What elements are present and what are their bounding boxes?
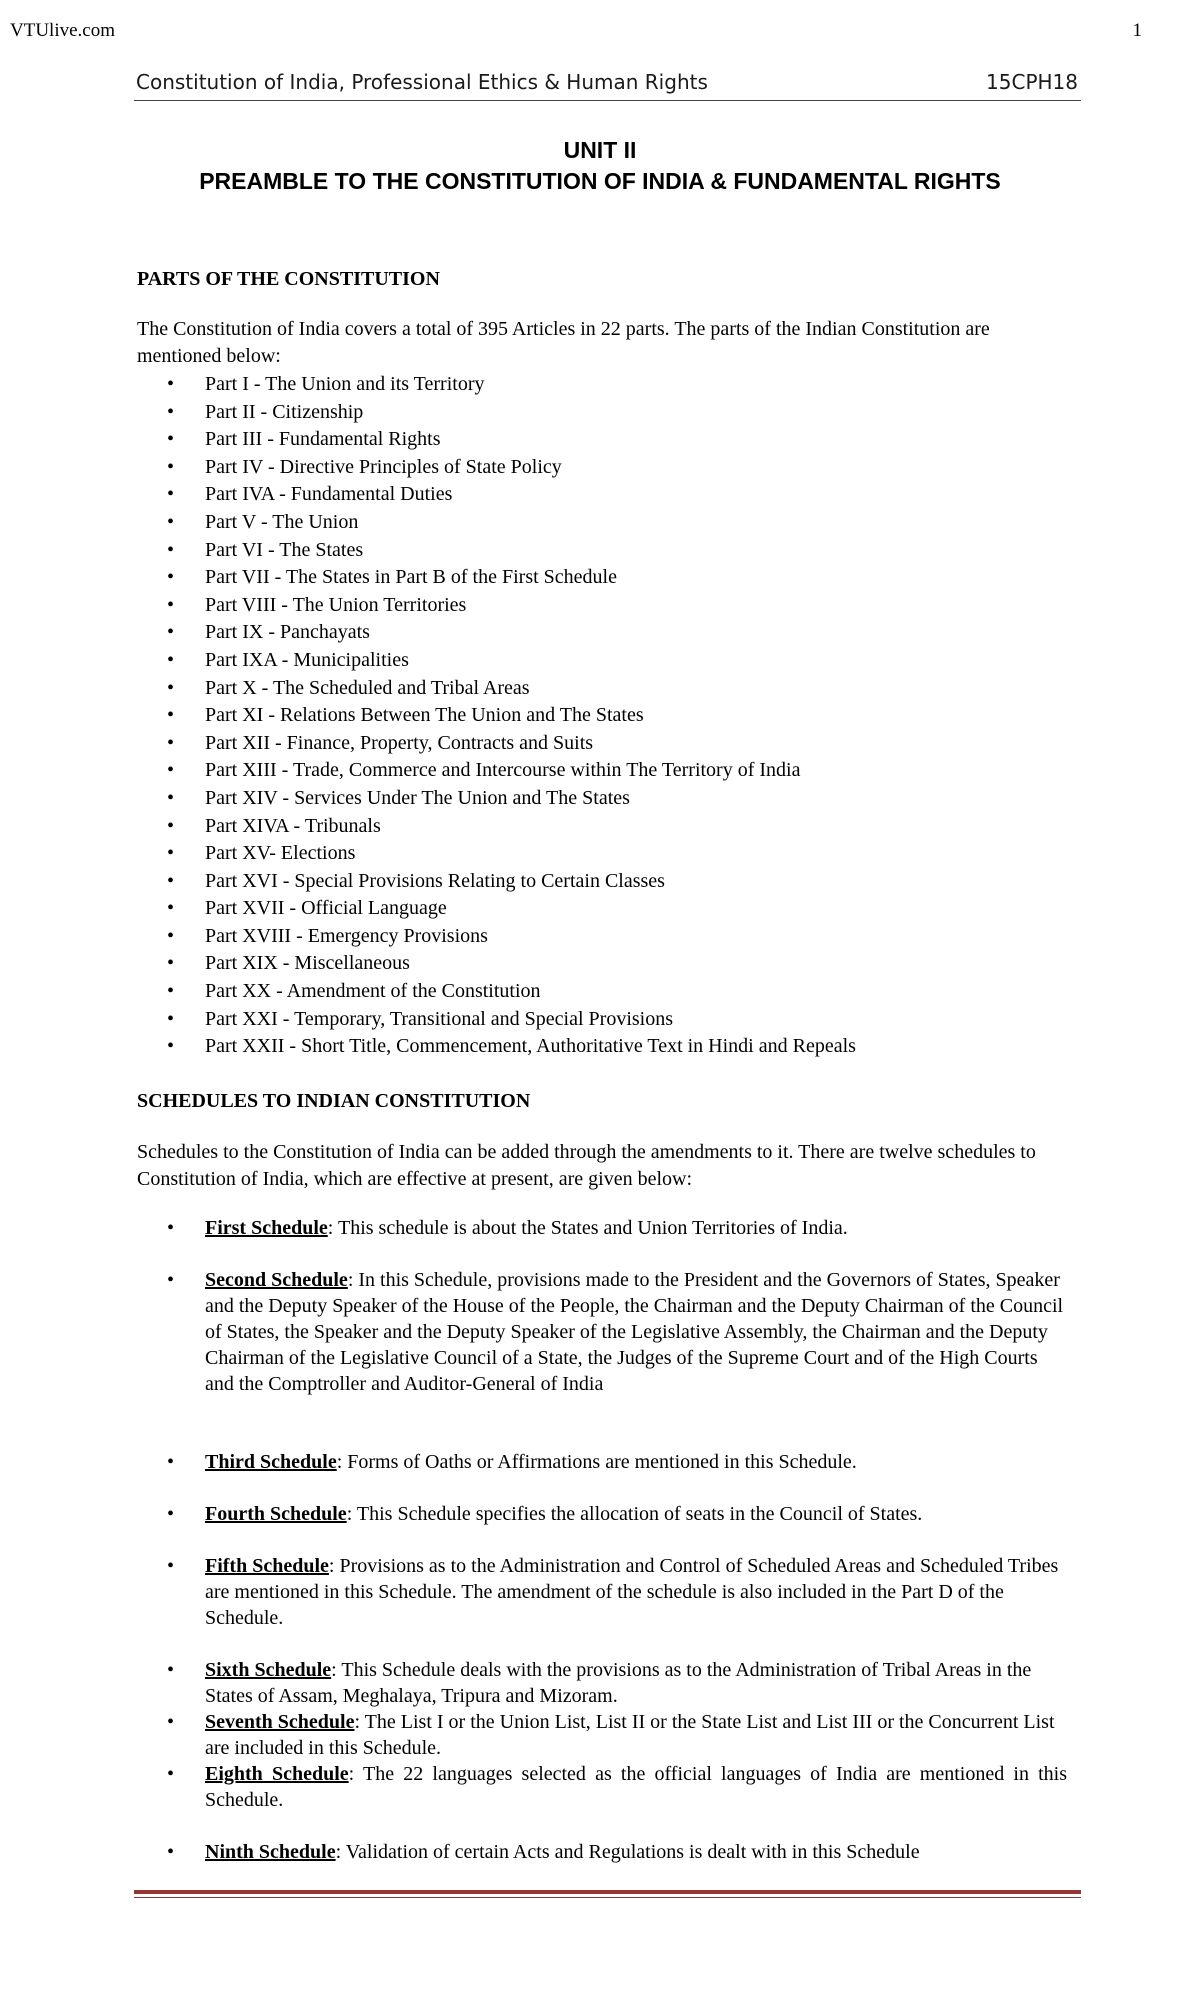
list-item xyxy=(137,868,1087,896)
list-item-text: Part IX - Panchayats xyxy=(205,621,370,644)
list-item-text: Part II - Citizenship xyxy=(205,400,364,423)
list-item-text: Part XVII - Official Language xyxy=(205,897,447,920)
list-item xyxy=(137,1761,1067,1813)
list-item xyxy=(137,454,1087,482)
bullet: • xyxy=(167,1035,175,1058)
list-item xyxy=(137,1006,1087,1034)
bullet: • xyxy=(167,1841,175,1863)
parts-heading: PARTS OF THE CONSTITUTION xyxy=(137,268,440,290)
bullet: • xyxy=(167,1451,175,1473)
bullet: • xyxy=(167,704,175,727)
list-item-text: Part IV - Directive Principles of State Policy xyxy=(205,455,562,478)
list-item-text: Part X - The Scheduled and Tribal Areas xyxy=(205,676,530,699)
list-item-text: Part XVIII - Emergency Provisions xyxy=(205,924,488,947)
bullet: • xyxy=(167,1269,175,1291)
list-item xyxy=(137,840,1087,868)
main-title: PREAMBLE TO THE CONSTITUTION OF INDIA & FUNDAMENTAL RIGHTS xyxy=(199,168,1001,194)
footer-divider-thin xyxy=(134,1897,1081,1898)
bullet: • xyxy=(167,455,175,478)
schedule-text: : In this Schedule, provisions made to the President and the Governors of States, Speaker and the Deputy Speaker of the House of the People, the Chairman and the Deputy Chairman of the Council of States, the Speaker and the Deputy Speaker of the Legislative Assembly, the Chairman and the Deputy Chairman of the Legislative Council of a State, the Judges of the Supreme Court and of the High Courts and the Comptroller and Auditor-General of India xyxy=(205,1269,1064,1395)
list-item-text: Part XVI - Special Provisions Relating to Certain Classes xyxy=(205,869,665,892)
bullet: • xyxy=(167,786,175,809)
bullet: • xyxy=(167,621,175,644)
list-item xyxy=(137,1501,1067,1527)
schedule-name: Seventh Schedule xyxy=(205,1711,355,1733)
list-item-text: Part XV- Elections xyxy=(205,842,356,865)
bullet: • xyxy=(167,1659,175,1681)
list-item xyxy=(137,730,1087,758)
list-item xyxy=(137,564,1087,592)
bullet: • xyxy=(167,952,175,975)
bullet: • xyxy=(167,1711,175,1733)
list-item xyxy=(137,978,1087,1006)
schedules-intro: Schedules to the Constitution of India can be added through the amendments to it. There are twelve schedules to Constitution of India, which are effective at present, are given below: xyxy=(137,1141,1036,1190)
list-item-text: Part XIII - Trade, Commerce and Intercourse within The Territory of India xyxy=(205,759,801,782)
schedule-text: : The 22 languages selected as the official languages of India are mentioned in this Schedule. xyxy=(205,1763,1067,1811)
list-item-text: Part IVA - Fundamental Duties xyxy=(205,483,453,506)
list-item-text: Part XXI - Temporary, Transitional and Special Provisions xyxy=(205,1007,673,1030)
header-divider xyxy=(134,100,1081,101)
list-item xyxy=(137,537,1087,565)
list-item xyxy=(137,1553,1067,1631)
parts-list xyxy=(137,371,1087,1061)
schedules-heading: SCHEDULES TO INDIAN CONSTITUTION xyxy=(137,1090,531,1112)
schedule-name: Ninth Schedule xyxy=(205,1841,336,1863)
bullet: • xyxy=(167,1555,175,1577)
parts-intro: The Constitution of India covers a total of 395 Articles in 22 parts. The parts of the Indian Constitution are mentioned below: xyxy=(137,318,990,367)
list-item-text: Part VII - The States in Part B of the First Schedule xyxy=(205,566,617,589)
list-item xyxy=(137,371,1087,399)
list-item xyxy=(137,1267,1067,1397)
bullet: • xyxy=(167,1007,175,1030)
list-item xyxy=(137,619,1087,647)
schedule-text: : This Schedule deals with the provisions as to the Administration of Tribal Areas in the States of Assam, Meghalaya, Tripura and Mizoram. xyxy=(205,1659,1032,1707)
list-item-text: Part V - The Union xyxy=(205,510,359,533)
bullet: • xyxy=(167,593,175,616)
list-item xyxy=(137,813,1087,841)
list-item xyxy=(137,923,1087,951)
schedule-text: : The List I or the Union List, List II or the State List and List III or the Concurrent List are included in this Schedule. xyxy=(205,1711,1055,1759)
list-item-text: Part XXII - Short Title, Commencement, Authoritative Text in Hindi and Repeals xyxy=(205,1035,856,1058)
running-header-title: Constitution of India, Professional Ethics & Human Rights xyxy=(136,70,708,94)
bullet: • xyxy=(167,510,175,533)
list-item xyxy=(137,592,1087,620)
list-item-text: Part VI - The States xyxy=(205,538,364,561)
bullet: • xyxy=(167,731,175,754)
bullet: • xyxy=(167,897,175,920)
list-item xyxy=(137,895,1087,923)
bullet: • xyxy=(167,980,175,1003)
schedule-name: Fifth Schedule xyxy=(205,1555,329,1577)
bullet: • xyxy=(167,842,175,865)
schedule-name: First Schedule xyxy=(205,1217,328,1239)
schedule-text: : Validation of certain Acts and Regulations is dealt with in this Schedule xyxy=(335,1841,920,1863)
list-item-text: Part XIX - Miscellaneous xyxy=(205,952,410,975)
bullet: • xyxy=(167,759,175,782)
list-item-text: Part XX - Amendment of the Constitution xyxy=(205,980,541,1003)
list-item xyxy=(137,950,1087,978)
list-item xyxy=(137,647,1087,675)
list-item xyxy=(137,399,1087,427)
schedule-name: Fourth Schedule xyxy=(205,1503,347,1525)
bullet: • xyxy=(167,1763,175,1785)
schedule-text: : This Schedule specifies the allocation of seats in the Council of States. xyxy=(346,1503,923,1525)
bullet: • xyxy=(167,648,175,671)
bullet: • xyxy=(167,869,175,892)
list-item xyxy=(137,675,1087,703)
list-item xyxy=(137,1215,1067,1241)
bullet: • xyxy=(167,428,175,451)
bullet: • xyxy=(167,1503,175,1525)
list-item xyxy=(137,757,1087,785)
bullet: • xyxy=(167,1217,175,1239)
list-item xyxy=(137,785,1087,813)
list-item-text: Part XII - Finance, Property, Contracts and Suits xyxy=(205,731,594,754)
site-name: VTUlive.com xyxy=(10,20,116,41)
footer-divider-thick xyxy=(134,1890,1081,1894)
bullet: • xyxy=(167,676,175,699)
list-item xyxy=(137,1657,1067,1709)
list-item-text: Part XIV - Services Under The Union and The States xyxy=(205,786,630,809)
schedule-name: Eighth Schedule xyxy=(205,1763,349,1785)
list-item-text: Part I - The Union and its Territory xyxy=(205,373,485,395)
bullet: • xyxy=(167,400,175,423)
list-item-text: Part XI - Relations Between The Union and The States xyxy=(205,704,644,727)
bullet: • xyxy=(167,814,175,837)
bullet: • xyxy=(167,373,175,395)
list-item xyxy=(137,702,1087,730)
list-item xyxy=(137,1709,1067,1761)
bullet: • xyxy=(167,566,175,589)
page-number: 1 xyxy=(1132,20,1142,41)
schedule-name: Sixth Schedule xyxy=(205,1659,332,1681)
schedule-name: Second Schedule xyxy=(205,1269,348,1291)
bullet: • xyxy=(167,924,175,947)
list-item-text: Part XIVA - Tribunals xyxy=(205,814,381,837)
list-item xyxy=(137,481,1087,509)
list-item xyxy=(137,509,1087,537)
schedule-text: : Forms of Oaths or Affirmations are mentioned in this Schedule. xyxy=(336,1451,857,1473)
list-item xyxy=(137,1839,1067,1865)
unit-title: UNIT II xyxy=(563,137,637,163)
list-item xyxy=(137,1033,1087,1061)
bullet: • xyxy=(167,483,175,506)
list-item-text: Part III - Fundamental Rights xyxy=(205,428,441,451)
list-item xyxy=(137,426,1087,454)
schedule-text: : This schedule is about the States and Union Territories of India. xyxy=(327,1217,848,1239)
bullet: • xyxy=(167,538,175,561)
running-header-code: 15CPH18 xyxy=(986,70,1078,94)
schedule-name: Third Schedule xyxy=(205,1451,337,1473)
list-item xyxy=(137,1449,1067,1475)
list-item-text: Part VIII - The Union Territories xyxy=(205,593,467,616)
schedule-text: : Provisions as to the Administration and Control of Scheduled Areas and Scheduled Tribes are mentioned in this Schedule. The amendment of the schedule is also included in the Part D of the Schedule. xyxy=(205,1555,1059,1629)
list-item-text: Part IXA - Municipalities xyxy=(205,648,409,671)
